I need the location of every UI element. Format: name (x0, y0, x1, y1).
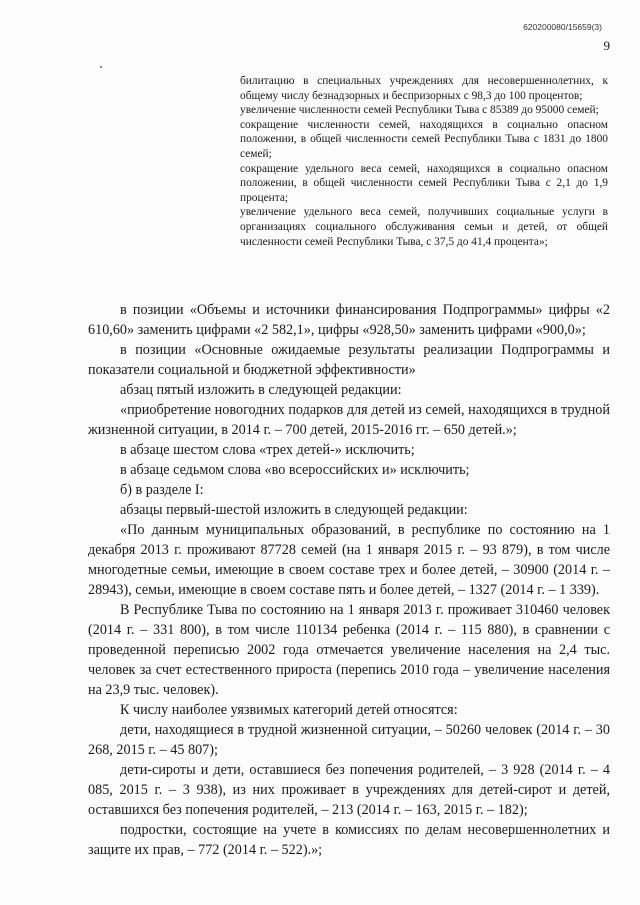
body-paragraph: В Республике Тыва по состоянию на 1 января 2013 г. проживает 310460 человек (2014 г. – 331 800), в том числе 110134 ребенка (2014 г. – 115 880), в сравнении с проведенной переписью 2002 года отмечается увеличение населения на 2,4 тыс. человек за счет естественного прироста (перепись 2010 года – увеличение населения на 23,9 тыс. человек). (88, 602, 610, 698)
body-paragraph: дети-сироты и дети, оставшиеся без попечения родителей, – 3 928 (2014 г. – 4 085, 2015 г. – 3 938), из них проживает в учреждениях для детей-сирот и детей, оставшихся без попечения родителей, – 213 (2014 г. – 163, 2015 г. – 182); (88, 762, 610, 818)
body-paragraph: «По данным муниципальных образований, в республике по состоянию на 1 декабря 2013 г. проживают 87728 семей (на 1 января 2015 г. – 93 879), в том числе многодетные семьи, имеющие в своем составе трех и более детей, – 30900 (2014 г. – 28943), семьи, имеющие в своем составе пять и более детей, – 1327 (2014 г. – 1 339). (88, 522, 610, 598)
body-paragraph: в абзаце седьмом слова «во всероссийских и» исключить; (120, 462, 470, 478)
body-paragraph: абзацы первый-шестой изложить в следующей редакции: (120, 502, 468, 518)
body-paragraph: «приобретение новогодних подарков для детей из семей, находящихся в трудной жизненной ситуации, в 2014 г. – 700 детей, 2015-2016 гг. – 650 детей.»; (88, 402, 610, 438)
document-body (88, 300, 610, 860)
indicator-block (240, 74, 608, 249)
body-paragraph: абзац пятый изложить в следующей редакции: (120, 382, 402, 398)
indicator-item: увеличение численности семей Республики Тыва с 85389 до 95000 семей; (240, 104, 599, 117)
body-paragraph: в позиции «Объемы и источники финансирования Подпрограммы» цифры «2 610,60» заменить цифрами «2 582,1», цифры «928,50» заменить цифрами «900,0»; (88, 302, 610, 338)
body-paragraph: К числу наиболее уязвимых категорий детей относятся: (120, 702, 458, 718)
body-paragraph: в позиции «Основные ожидаемые результаты реализации Подпрограммы и показатели социальной и бюджетной эффективности» (88, 342, 610, 378)
indicator-item: билитацию в специальных учреждениях для несовершеннолетних, к общему числу безнадзорных и беспризорных с 98,3 до 100 процентов; (240, 75, 608, 102)
body-paragraph: дети, находящиеся в трудной жизненной ситуации, – 50260 человек (2014 г. – 30 268, 2015 г. – 45 807); (88, 722, 610, 758)
indicator-item: сокращение численности семей, находящихся в социально опасном положении, в общей численности семей Республики Тыва с 1831 до 1800 семей; (240, 118, 608, 160)
page-number: 9 (603, 38, 610, 53)
body-paragraph: подростки, состоящие на учете в комиссиях по делам несовершеннолетних и защите их прав, – 772 (2014 г. – 522).»; (88, 822, 610, 858)
body-paragraph: б) в разделе I: (120, 482, 204, 498)
scan-speck (100, 66, 102, 68)
body-paragraph: в абзаце шестом слова «трех детей-» исключить; (120, 442, 415, 458)
document-code: 620200080/15659(3) (523, 22, 602, 32)
indicator-item: сокращение удельного веса семей, находящихся в социально опасном положении, в общей численности семей Республики Тыва с 2,1 до 1,9 процента; (240, 162, 608, 204)
indicator-item: увеличение удельного веса семей, получивших социальные услуги в организациях социального обслуживания семьи и детей, от общей численности семей Республики Тыва, с 37,5 до 41,4 процента»; (240, 206, 608, 248)
